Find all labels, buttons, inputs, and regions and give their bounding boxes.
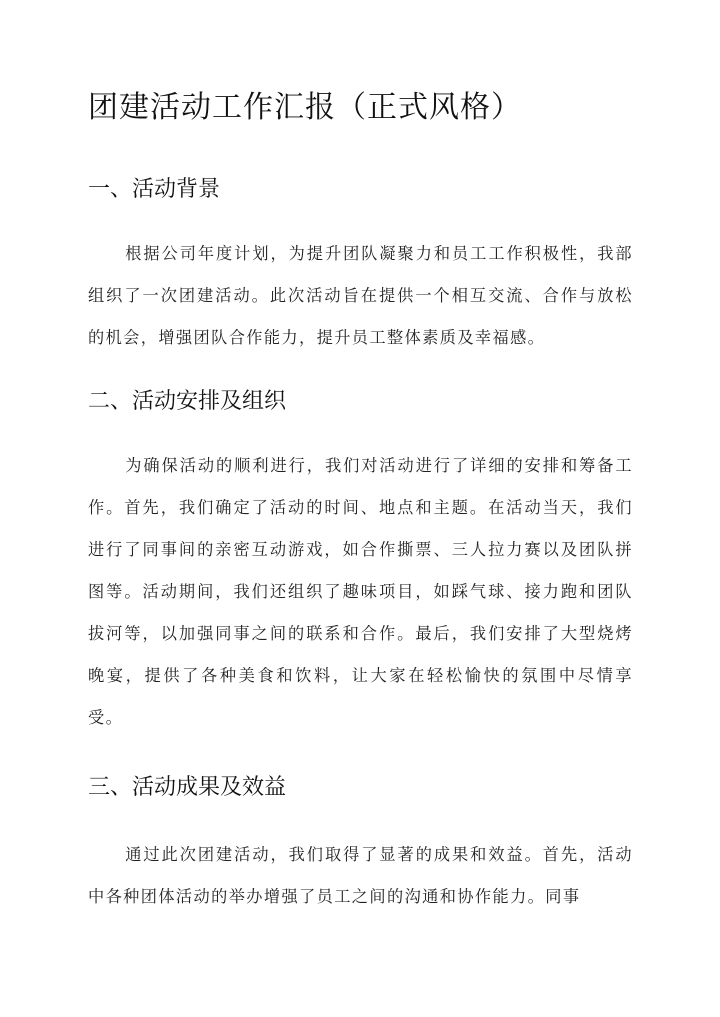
document-title: 团建活动工作汇报（正式风格）: [88, 90, 522, 125]
section-heading-background: 一、活动背景: [88, 177, 221, 202]
section-heading-results: 三、活动成果及效益: [88, 775, 287, 800]
section-body-arrangement: 为确保活动的顺利进行，我们对活动进行了详细的安排和筹备工作。首先，我们确定了活动的时间、地点和主题。在活动当天，我们进行了同事间的亲密互动游戏，如合作撕票、三人拉力赛以及团队拼图等。活动期间，我们还组织了趣味项目，如踩气球、接力跑和团队拔河等，以加强同事之间的联系和合作。最后，我们安排了大型烧烤晚宴，提供了各种美食和饮料，让大家在轻松愉快的氛围中尽情享受。: [88, 456, 633, 727]
section-body-results: 通过此次团建活动，我们取得了显著的成果和效益。首先，活动中各种团体活动的举办增强了员工之间的沟通和协作能力。同事: [88, 845, 633, 906]
section-body-background: 根据公司年度计划，为提升团队凝聚力和员工工作积极性，我部组织了一次团建活动。此次活动旨在提供一个相互交流、合作与放松的机会，增强团队合作能力，提升员工整体素质及幸福感。: [88, 244, 633, 347]
section-heading-arrangement: 二、活动安排及组织: [88, 389, 287, 414]
